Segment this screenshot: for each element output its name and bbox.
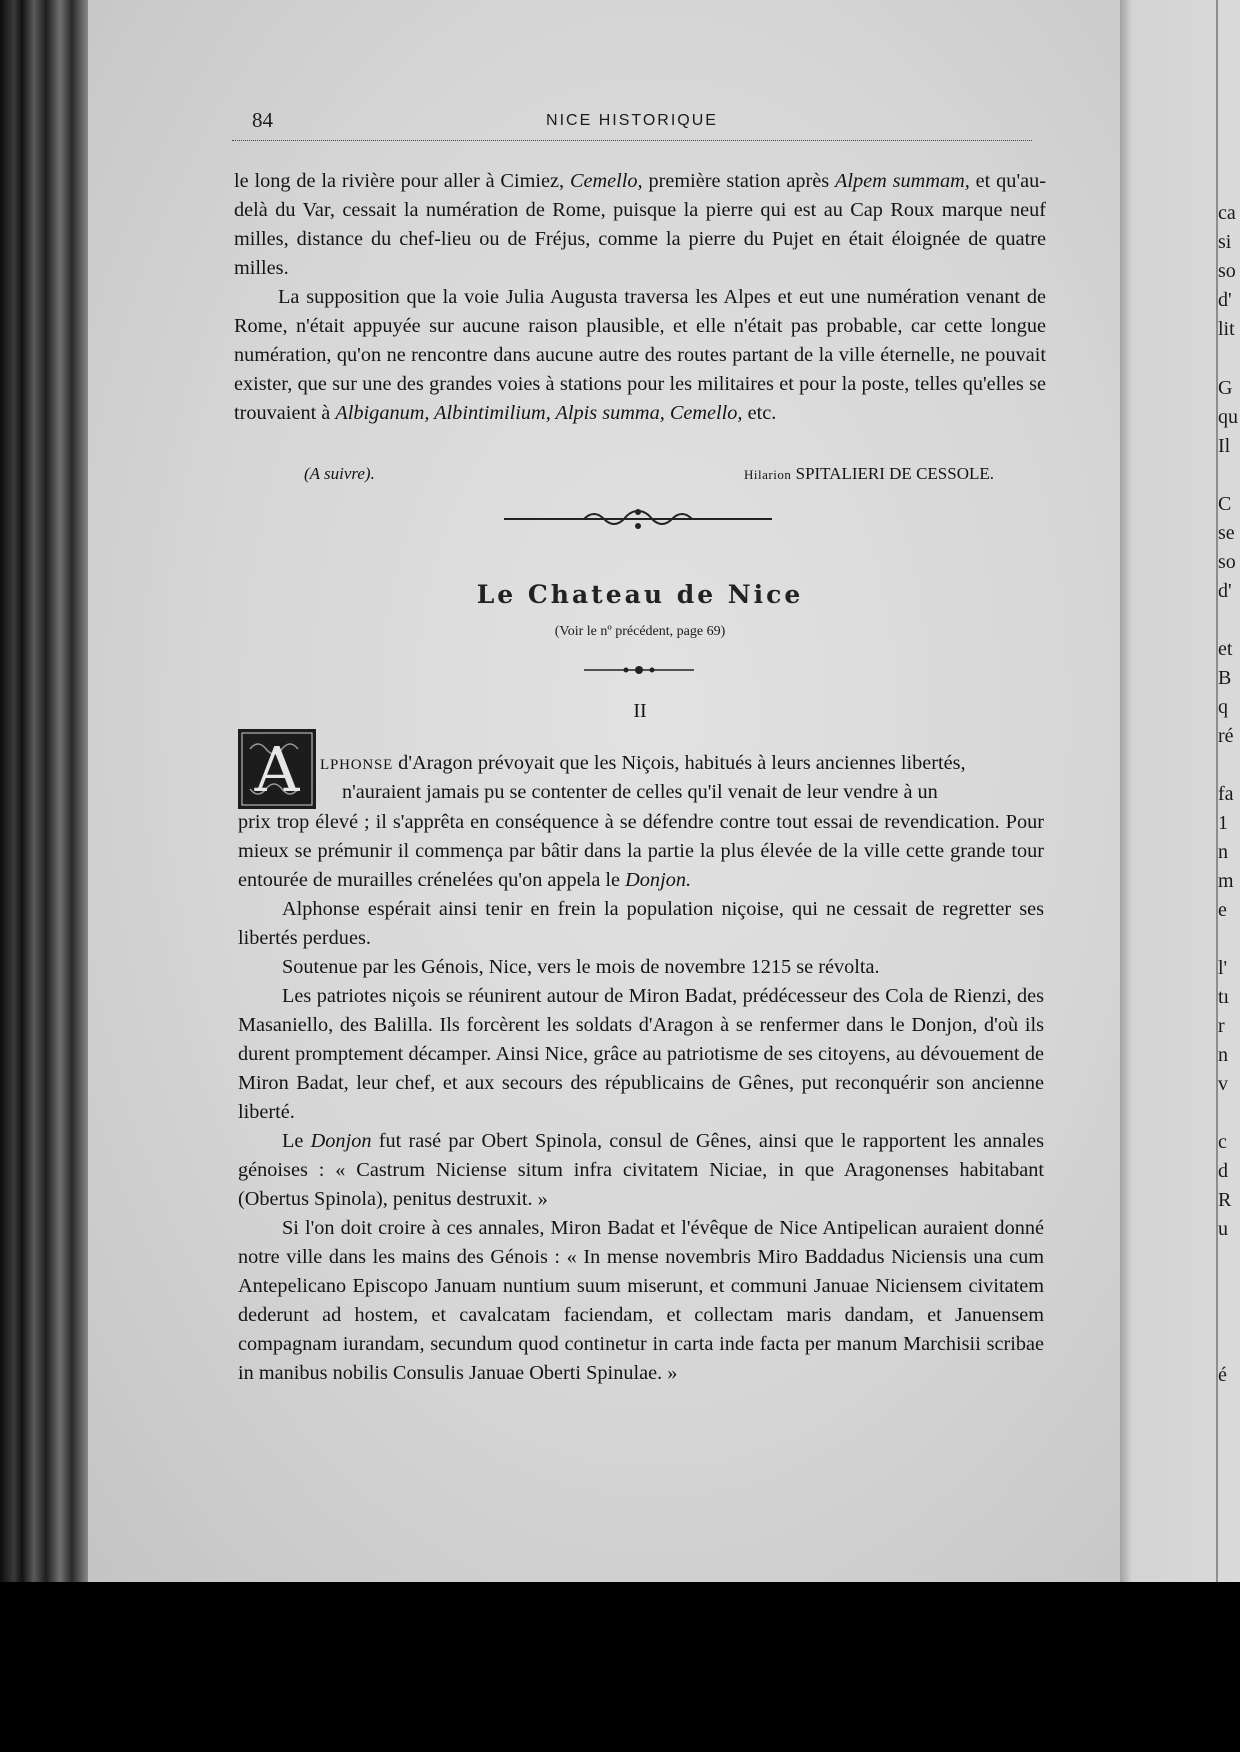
facing-page-fragment: lit xyxy=(1218,318,1235,340)
page-header xyxy=(232,106,1032,136)
continued-article-body xyxy=(234,167,1046,428)
decorative-drop-cap xyxy=(238,729,316,809)
facing-page-fragment: m xyxy=(1218,870,1234,892)
continued-paragraph-2 xyxy=(234,283,1046,428)
book-gutter xyxy=(0,0,95,1585)
facing-page-fragment: v xyxy=(1218,1073,1228,1095)
article-paragraph-4: Les patriotes niçois se réunirent autour de Miron Badat, prédécesseur des Cola de Rienzi, des Masaniello, des Balilla. Ils forcèrent les soldats d'Aragon à se renfermer dans le Donjon, d'où ils durent promptement décamper. Ainsi Nice, grâce au patriotisme de ses citoyens, au dévouement de Miron Badat, leur chef, et aux secours des républicains de Gênes, put reconquérir son ancienne liberté. xyxy=(238,985,1044,1123)
facing-page-fragment: si xyxy=(1218,231,1232,253)
text-run: La supposition que la voie Julia Augusta traversa les Alpes et eut une numération venant de Rome, n'était appuyée sur aucune raison plausible, et elle n'était pas probable, car cette longue numération, qu'on ne rencontre dans aucune autre des routes partant de la ville éternelle, ne pouvait exister, que sur une des grandes voies à stations pour les militaires et pour la poste, telles qu'elles se trouvaient à xyxy=(234,286,1046,424)
header-rule xyxy=(232,140,1032,141)
italic-term: Donjon. xyxy=(625,869,692,891)
facing-page-fragment: R xyxy=(1218,1189,1232,1211)
article-body xyxy=(238,808,1044,1388)
facing-page-fragment: se xyxy=(1218,522,1235,544)
italic-term: Donjon xyxy=(310,1130,372,1152)
article-subtitle-note: (Voir le nº précédent, page 69) xyxy=(554,624,726,639)
italic-place-names: Albiganum, Albintimilium, Alpis summa, Cemello, xyxy=(335,402,743,424)
facing-page-fragment: so xyxy=(1218,260,1236,282)
small-ornamental-divider xyxy=(584,660,694,680)
drop-cap-letter: A xyxy=(254,733,300,806)
facing-page-fragment: é xyxy=(1218,1364,1227,1386)
facing-page-fragment: tı xyxy=(1218,986,1230,1008)
facing-page-fragment: n xyxy=(1218,1044,1228,1066)
text-run: première station après xyxy=(642,170,835,192)
facing-page-fragment: u xyxy=(1218,1218,1228,1240)
first-line xyxy=(320,752,1044,775)
author-last-name: SPITALIERI DE CESSOLE. xyxy=(795,464,994,483)
text-run: fut rasé par Obert Spinola, consul de Gênes, ainsi que le rapportent les annales génoises : « Castrum Niciense situm infra civitatem Niciae, in que Aragonenses habitabant (Obertus Spinola), penitus destruxit. » xyxy=(238,1130,1044,1210)
continued-paragraph-1 xyxy=(234,167,1046,283)
facing-page-fragment: d xyxy=(1218,1160,1228,1182)
facing-page-fragment: l' xyxy=(1218,957,1228,979)
facing-page-fragment: r xyxy=(1218,1015,1225,1037)
italic-place-name: Alpem summam, xyxy=(834,170,970,192)
text-run: prix trop élevé ; il s'apprêta en conséquence à se défendre contre tout essai de revendication. Pour mieux se prémunir il commença par bâtir dans la partie la plus élevée de la ville cette grande tour entourée de murailles crénelées qu'on appela le xyxy=(238,811,1044,891)
facing-page-fragment: e xyxy=(1218,899,1227,921)
facing-page-fragment: G xyxy=(1218,377,1233,399)
article-paragraph-2: Alphonse espérait ainsi tenir en frein la population niçoise, qui ne cessait de regretter ses libertés perdues. xyxy=(238,898,1044,949)
facing-page-fragment: c xyxy=(1218,1131,1227,1153)
facing-page-edge xyxy=(1108,0,1240,1600)
facing-page-fragment: so xyxy=(1218,551,1236,573)
text-run: d'Aragon prévoyait que les Niçois, habitués à leurs anciennes libertés, xyxy=(393,752,966,774)
author-signature xyxy=(744,464,994,484)
facing-page-fragment: qu xyxy=(1218,406,1238,428)
facing-page-fragment: C xyxy=(1218,493,1232,515)
facing-page-fragment: fa xyxy=(1218,783,1234,805)
second-line: n'auraient jamais pu se contenter de celles qu'il venait de leur vendre à un xyxy=(342,781,938,803)
article-paragraph-1-rest xyxy=(238,808,1044,895)
page-number: 84 xyxy=(252,108,273,132)
facing-page-fragment: n xyxy=(1218,841,1228,863)
facing-page-fragment: ca xyxy=(1218,202,1236,224)
section-number: II xyxy=(633,700,647,722)
facing-page-fragment: B xyxy=(1218,667,1232,689)
to-be-continued-note: (A suivre). xyxy=(304,464,375,483)
text-run: et qu'au-delà du Var, cessait la numération de Rome, puisque la pierre qui est au Cap Roux marque neuf milles, distance du chef-lieu ou de Fréjus, comme la pierre du Pujet en était éloignée de quatre milles. xyxy=(234,170,1047,279)
article-paragraph-6: Si l'on doit croire à ces annales, Miron Badat et l'évêque de Nice Antipelican auraient donné notre ville dans les mains des Génois : « In mense novembris Miro Baddadus Niciensis una cum Antepelicano Episcopo Januam nuntium suum miserunt, et communi Januae Niciensem civitatem dederunt ad hostem, et cavalcatam faciendam, et collectam maris dandam, et Januensem compagnam iurandam, secundum quod continetur in carta inde facta per manum Marchisii scribae in manibus nobilis Consulis Januae Oberti Spinulae. » xyxy=(238,1217,1044,1384)
text-run: etc. xyxy=(742,402,777,424)
text-run: Le xyxy=(282,1130,311,1152)
article-paragraph-5 xyxy=(238,1127,1044,1214)
first-word-small-caps: LPHONSE xyxy=(320,757,394,773)
facing-page-fragment: et xyxy=(1218,638,1233,660)
scan-background xyxy=(0,1582,1240,1752)
text-run: le long de la rivière pour aller à Cimiez, xyxy=(234,170,570,192)
running-title: NICE HISTORIQUE xyxy=(546,112,718,129)
facing-page-fragment: d' xyxy=(1218,289,1232,311)
article-title: Le Chateau de Nice xyxy=(476,580,804,609)
facing-page-fragment: q xyxy=(1218,696,1228,718)
facing-page-fragment: Il xyxy=(1218,435,1231,457)
facing-page-fragment: 1 xyxy=(1218,812,1228,834)
facing-page-fragment: d' xyxy=(1218,580,1232,602)
article-paragraph-3: Soutenue par les Génois, Nice, vers le mois de novembre 1215 se révolta. xyxy=(282,956,880,978)
facing-page-fragment: ré xyxy=(1218,725,1234,747)
author-first-name: Hilarion xyxy=(744,467,792,482)
ornamental-divider xyxy=(504,504,772,534)
signature-line xyxy=(234,460,994,490)
italic-place-name: Cemello, xyxy=(569,170,643,192)
